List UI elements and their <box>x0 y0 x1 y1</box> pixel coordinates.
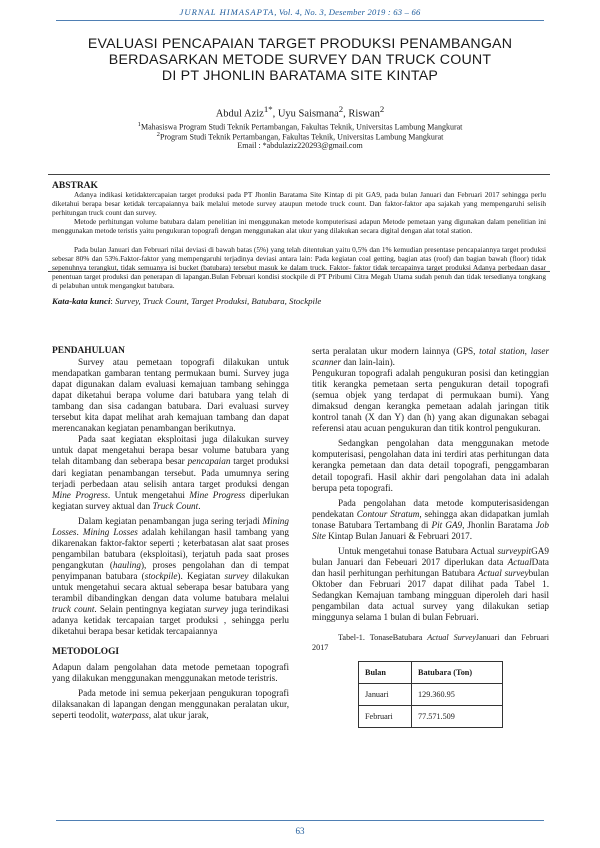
affiliation-2-mark: 2 <box>156 131 160 138</box>
right-paragraph-4 <box>312 498 549 542</box>
italic-term: total station <box>479 346 525 356</box>
italic-term: Mining Losses <box>82 526 138 537</box>
table-cell: Januari <box>359 684 412 706</box>
text-run: serta peralatan ukur modern lainnya (GPS, <box>312 346 480 356</box>
text-run: Dalam kegiatan penambangan juga sering terjadi <box>78 515 263 526</box>
right-paragraph-3: Sedangkan pengolahan data menggunakan metode komputerisasi, pengolahan data ini terdiri atas perhitungan data kerangka pemetaan dan data detail topografi, penggambaran detail topografi. Hasil akhir dari pengolahan data ini adalah berupa peta topografi. <box>312 438 549 493</box>
text-run: dan lain-lain). <box>341 357 395 368</box>
table-row <box>359 684 503 706</box>
text-run: , alat ukur jarak, <box>148 710 209 721</box>
text-run: Pada pengolahan data metode komputerisasidengan pendekatan <box>312 497 549 519</box>
footer-rule <box>56 820 544 821</box>
metodologi-paragraph-1: Adapun dalam pengolahan data metode pemetaan topografi yang dilakukan menggunakan menggunakan metode teristris. <box>52 662 289 684</box>
author-1-affil: 1* <box>263 104 273 114</box>
text-run: . Untuk mengetahui <box>107 489 190 500</box>
text-run: diperlukan kegiatan survey aktual dan <box>52 489 289 511</box>
paper-title <box>30 36 570 84</box>
italic-term: waterpass <box>111 710 149 721</box>
italic-term: hauling <box>112 559 141 570</box>
italic-term: Mine Progress <box>189 489 246 500</box>
right-paragraph-1 <box>312 346 549 368</box>
italic-term: survey <box>224 570 249 581</box>
author-2: Uyu Saismana <box>277 108 339 120</box>
italic-term: Contour Stratum <box>356 508 420 519</box>
author-3: Riswan <box>348 108 380 120</box>
journal-name: JURNAL HIMASAPTA <box>179 7 275 17</box>
metodologi-paragraph-2 <box>52 688 289 721</box>
affiliation-1-mark: 1 <box>137 121 141 128</box>
data-table <box>358 661 503 728</box>
text-run: Kintap Bulan Januari & Februari 2017. <box>325 530 472 541</box>
section-heading-pendahuluan: PENDAHULUAN <box>52 346 125 356</box>
author-1: Abdul Aziz <box>215 108 264 120</box>
italic-term: survey <box>204 604 229 615</box>
right-column <box>312 346 549 728</box>
italic-term: laser scanner <box>312 346 550 368</box>
text-run: adalah kehilangan hasil tambang yang dikarenakan faktor-faktor seperti ; keterbatasan alat saat proses pengambilan batubara (eksploitasi), terjatuh pada saat proses pengangkutan ( <box>52 526 289 570</box>
keywords-label: Kata-kata kunci <box>52 296 111 306</box>
abstract-paragraph-3: Pada bulan Januari dan Februari nilai deviasi di bawah batas (5%) yang telah ditentukan yaitu 0,5% dan 1% kemudian presentase pencapaiannya target produksi sebesar 80% dan 53%.Faktor-faktor yang mempengaruhi terjadinya deviasi antara lain: Pada kegiatan coal getting, bagian atas (roof) dan bagian bawah (floor) tidak sepenuhnya terangkut, tidak semuanya isi bucket (batubara) tersebut masuk ke dalam truck. Faktor- faktor tidak tercapainya target produksi Adanya perbedaan dasar penentuan target produksi dan penerapan di lapangan.Bulan Februari kondisi stockpile di PT Pribumi Citra Megah Utama sudah penuh dan tidak tersedianya tongkang di pelabuhan untuk mengangkut batubara. <box>52 245 546 290</box>
abstract-paragraph-1: Adanya indikasi ketidaktercapaian target produksi pada PT Jhonlin Baratama Site Kintap di pit GA9, pada bulan Januari dan Februari 2017 sehingga perlu diketahui berapa besar ketidak tercapaiannya baik melalui metode survey ataupun metode truck count. Dan faktor-faktor apa sajakah yang mempengaruhi selisih perhitungan truck count dan survey. <box>52 190 546 217</box>
right-paragraph-5 <box>312 546 549 623</box>
text-run: GA9 bulan Januari dan Febeuari 2017 diperlukan data <box>312 545 549 567</box>
journal-header <box>0 7 600 17</box>
header-rule <box>56 20 544 21</box>
italic-term: Pit GA9 <box>431 519 463 530</box>
italic-term: stockpile <box>144 570 178 581</box>
text-run: Pada saat kegiatan eksploitasi juga dilakukan survey untuk dapat mengetahui berapa besar volume batubara yang telah ditambang dan seberapa besar <box>52 434 289 467</box>
text-run: Januari dan Februari 2017 <box>312 633 549 653</box>
text-run: Untuk mengetahui tonase Batubara Actual <box>338 545 498 556</box>
italic-term: surveypit <box>497 545 532 556</box>
table-cell: Februari <box>359 706 412 728</box>
text-run: . <box>198 500 201 511</box>
italic-term: Actual survey <box>477 567 529 578</box>
italic-term: pencapaian <box>187 456 231 467</box>
text-run: bulan Oktober dan Februari 2017 dapat dilihat pada Tabel 1. Sedangkan Kemajuan tambang mingguan diperoleh dari hasil pengambilan data actual survey yang dilakukan setiap minggunya selama 1 bulan di bulan Februari. <box>312 567 549 623</box>
text-run: ). Kegiatan <box>177 570 225 581</box>
text-run: dilakukan untuk mengetahui secara aktual seberapa besar batubara yang terambil dibandingkan dengan data volume batubara melalui <box>52 570 289 604</box>
author-2-affil: 2 <box>338 104 344 114</box>
table-cell: 129.360.95 <box>412 684 503 706</box>
text-run: , Jhonlin Baratama <box>462 519 536 530</box>
affiliation-2-text: Program Studi Teknik Pertambangan, Fakultas Teknik, Universitas Lambung Mangkurat <box>159 132 444 142</box>
text-run: , sehingga akan didapatkan jumlah tonase Batubara Tertambang di <box>312 508 549 530</box>
italic-term: Job Site <box>312 519 549 541</box>
abstract-heading: ABSTRAK <box>52 181 98 191</box>
italic-term: Mine Progress <box>52 489 108 500</box>
left-column <box>52 346 289 722</box>
author-separator: , <box>343 108 349 120</box>
author-list <box>0 104 600 120</box>
italic-term: Actual Survey <box>427 633 476 643</box>
author-email: Email : *abdulaziz220293@gmail.com <box>237 141 363 150</box>
italic-term: truck count <box>52 604 95 615</box>
text-run: juga terindikasi adanya ketidak tercapaian target produksi , sehingga perlu diketahui berapa besar ketidak tercapaiannya <box>52 604 289 637</box>
text-run: , <box>524 346 531 356</box>
pendahuluan-paragraph-3 <box>52 516 289 638</box>
affiliation-1-text: Mahasiswa Program Studi Teknik Pertambangan, Fakultas Teknik, Universitas Lambung Mangkurat <box>140 122 463 132</box>
text-run: Data dan hasil perhitungan perhitungan Batubara <box>312 556 549 578</box>
title-line-2: BERDASARKAN METODE SURVEY DAN TRUCK COUNT <box>108 52 492 68</box>
italic-term: Mining Losses <box>52 515 289 537</box>
author-3-affil: 2 <box>379 104 385 114</box>
title-line-1: EVALUASI PENCAPAIAN TARGET PRODUKSI PENAMBANGAN <box>87 36 513 52</box>
pendahuluan-paragraph-2 <box>52 434 289 511</box>
table-caption <box>312 633 549 653</box>
author-separator: , <box>272 108 278 120</box>
keywords-separator: : <box>110 296 116 306</box>
journal-issue: , Vol. 4, No. 3, Desember 2019 : 63 – 66 <box>274 7 421 17</box>
table-cell: 77.571.509 <box>412 706 503 728</box>
italic-term: Truck Count <box>152 500 199 511</box>
pendahuluan-paragraph-1: Survey atau pemetaan topografi dilakukan untuk mendapatkan gambaran tentang permukaan bumi. Survey juga dapat digunakan dalam evaluasi kemajuan tambang sehingga dapat diketahui berapa volume dari batubara yang telah di tambang dan sisa cadangan batubara. Dari evaluasi survey tersebut kita dapat melihat arah kemajuan tambang dan dapat merencanakan kegiatan penambangan berikutnya. <box>52 357 289 434</box>
keywords <box>52 296 546 306</box>
text-run: . Selain pentingnya kegiatan <box>94 604 205 615</box>
text-run: . <box>76 526 83 537</box>
text-run: target produksi dari kegiatan penambangan tersebut. Pada umumnya sering terjadi perbedaan atau selisih antara target produksi dengan <box>52 456 289 489</box>
right-paragraph-2: Pengukuran topografi adalah pengukuran posisi dan ketinggian titik kerangka pemetaan serta pengukuran detail topografi (semua objek yang terdapat di permukaan bumi). Yang dimaksud dengan kerangka pemetaan adalah jaringan titik kontrol tanah (X dan Y) dan (h) yang akan digunakan sebagai referensi atau acuan pengukuran dan titik kontrol pengukuran. <box>312 368 549 434</box>
section-heading-metodologi: METODOLOGI <box>52 647 120 658</box>
title-line-3: DI PT JHONLIN BARATAMA SITE KINTAP <box>161 68 439 84</box>
table-row <box>359 706 503 728</box>
abstract-paragraph-2: Metode perhitungan volume batubara dalam penelitian ini menggunakan metode komputerisasi adapun Metode pemetaan yang digunakan dalam penelitian ini menggunakan metode teristis yaitu pengukuran topografi dengan menggunakan alat ukur yang dilakukan secara digital dengan alat total station. <box>52 217 546 235</box>
text-run: Pada metode ini semua pekerjaan pengukuran topografi dilaksanakan di lapangan dengan menggunakan peralatan ukur, seperti teodolit, <box>52 688 289 721</box>
table-header-row <box>359 662 503 684</box>
table-header-cell: Batubara (Ton) <box>412 662 503 684</box>
keywords-values: Survey, Truck Count, Target Produksi, Batubara, Stockpile <box>115 296 322 306</box>
table-header-cell: Bulan <box>359 662 412 684</box>
page-number: 63 <box>295 826 305 836</box>
text-run: Tabel-1. TonaseBatubara <box>338 633 428 643</box>
italic-term: Actual <box>507 556 532 567</box>
text-run: ), proses pengolahan dan di tempat penyimpanan batubara ( <box>52 559 289 581</box>
